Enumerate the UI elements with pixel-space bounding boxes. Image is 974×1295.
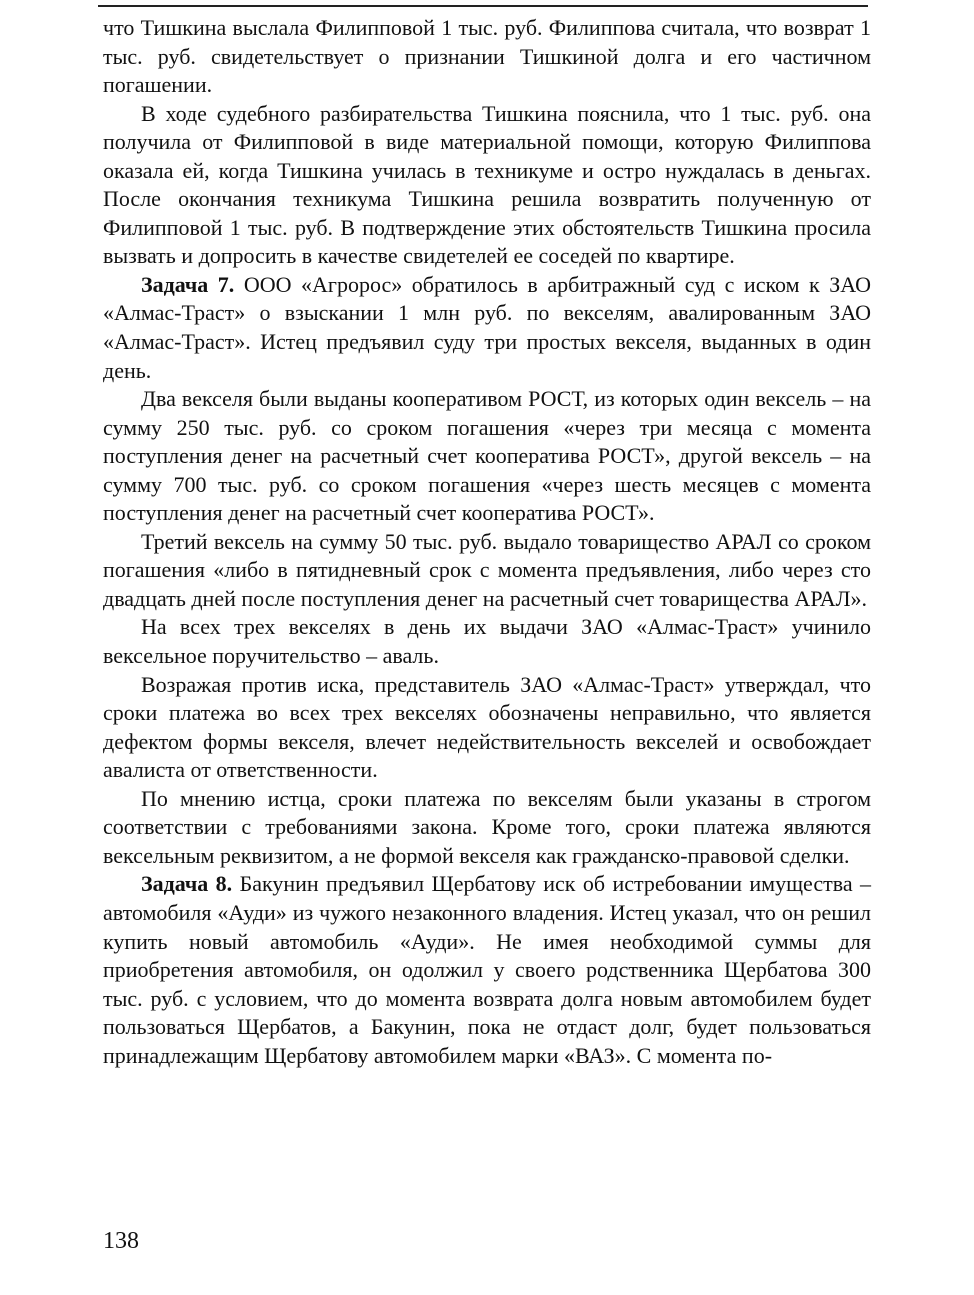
paragraph (103, 671, 871, 785)
paragraph (103, 100, 871, 271)
paragraph-text: ООО «Агророс» обратилось в арбитражный суд с иском к ЗАО «Алмас-Траст» о взыскании 1 млн руб. по векселям, авалированным ЗАО «Алмас-Траст». Истец предъявил суду три простых векселя, выданных в один день. (103, 271, 871, 383)
paragraph-continuation (103, 14, 871, 100)
paragraph-text: Третий вексель на сумму 50 тыс. руб. выдало товарищество АРАЛ со сроком погашения «либо в пятидневный срок с момента предъявления, либо через сто двадцать дней после поступления денег на расчетный счет товарищества АРАЛ». (103, 528, 871, 611)
page-number: 138 (103, 1228, 139, 1254)
paragraph-text: В ходе судебного разбирательства Тишкина пояснила, что 1 тыс. руб. она получила от Филипповой в виде материальной помощи, которую Филиппова оказала ей, когда Тишкина училась в техникуме и остро нуждалась в деньгах. После окончания техникума Тишкина решила возвратить полученную от Филипповой 1 тыс. руб. В подтверждение этих обстоятельств Тишкина просила вызвать и допросить в качестве свидетелей ее соседей по квартире. (103, 100, 871, 269)
paragraph (103, 613, 871, 670)
paragraph-text: Два векселя были выданы кооперативом РОСТ, из которых один вексель – на сумму 250 тыс. руб. со сроком погашения «через три месяца с момента поступления денег на расчетный счет кооператива РОСТ», другой вексель – на сумму 700 тыс. руб. со сроком погашения «через шесть месяцев с момента поступления денег на расчетный счет кооператива РОСТ». (103, 386, 871, 526)
paragraph-text: Бакунин предъявил Щербатову иск об истребовании имущества – автомобиля «Ауди» из чужого незаконного владения. Истец указал, что он решил купить новый автомобиль «Ауди». Не имея необходимой суммы для приобретения автомобиля, он одолжил у своего родственника Щербатова 300 тыс. руб. с условием, что до момента возврата долга новым автомобилем будет пользоваться Щербатов, а Бакунин, пока не отдаст долг, будет пользоваться принадлежащим Щербатову автомобилем марки «ВАЗ». С момента по- (103, 871, 871, 1068)
task-heading: Задача 7. (141, 271, 235, 297)
paragraph (103, 528, 871, 614)
paragraph-text: что Тишкина выслала Филипповой 1 тыс. руб. Филиппова считала, что возврат 1 тыс. руб. свидетельствует о признании Тишкиной долга и его частичном погашении. (103, 15, 871, 98)
paragraph-task-7 (103, 271, 871, 385)
paragraph (103, 785, 871, 871)
paragraph (103, 385, 871, 528)
task-heading: Задача 8. (141, 871, 233, 897)
paragraph-text: Возражая против иска, представитель ЗАО «Алмас-Траст» утверждал, что сроки платежа во всех трех векселях обозначены неправильно, что является дефектом формы векселя, влечет недействительность векселей и освобождает авалиста от ответственности. (103, 671, 871, 783)
paragraph-text: На всех трех векселях в день их выдачи ЗАО «Алмас-Траст» учинило вексельное поручительство – аваль. (103, 614, 871, 669)
top-rule (98, 5, 868, 7)
paragraph-text: По мнению истца, сроки платежа по векселям были указаны в строгом соответствии с требованиями закона. Кроме того, сроки платежа являются вексельным реквизитом, а не формой векселя как гражданско-правовой сделки. (103, 785, 871, 868)
text-block (103, 14, 871, 1070)
paragraph-task-8 (103, 870, 871, 1070)
